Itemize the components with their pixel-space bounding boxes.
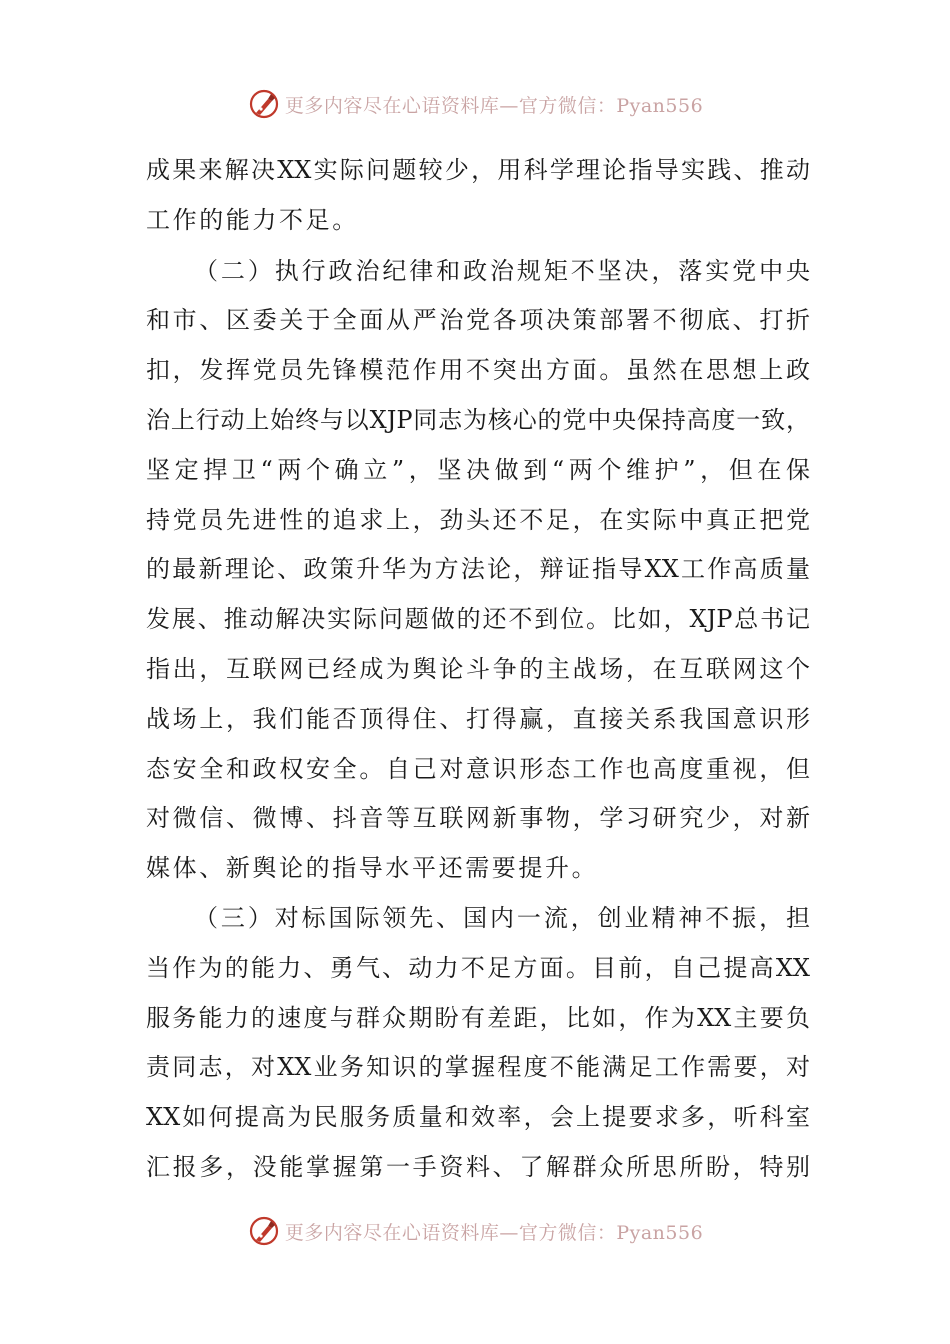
text-line: 成果来解决XX实际问题较少，用科学理论指导实践、推动 — [146, 156, 810, 184]
text-line: 汇报多，没能掌握第一手资料、了解群众所思所盼，特别 — [146, 1152, 810, 1181]
text-line: 媒体、新舆论的指导水平还需要提升。 — [146, 854, 599, 883]
text-line: 持党员先进性的追求上，劲头还不足，在实际中真正把党 — [146, 505, 810, 534]
text-line: 工作的能力不足。 — [146, 205, 359, 234]
text-line: 战场上，我们能否顶得住、打得赢，直接关系我国意识形 — [146, 704, 810, 733]
section-heading-2: （二）执行政治纪律和政治规矩不坚决，落实党中央 — [194, 256, 810, 285]
text-line: 发展、推动解决实际问题做的还不到位。比如，XJP总书记 — [146, 605, 810, 634]
header-watermark-banner — [0, 84, 950, 124]
text-line: 对微信、微博、抖音等互联网新事物，学习研究少，对新 — [146, 804, 810, 833]
footer-watermark-text: 更多内容尽在心语资料库—官方微信：Pyan556 — [284, 1221, 704, 1244]
text-line: 责同志，对XX业务知识的掌握程度不能满足工作需要，对 — [146, 1053, 810, 1082]
text-line: 扣，发挥党员先锋模范作用不突出方面。虽然在思想上政 — [146, 356, 810, 385]
text-line: 治上行动上始终与以XJP同志为核心的党中央保持高度一致， — [146, 405, 810, 434]
section-heading-3: （三）对标国际领先、国内一流，创业精神不振，担 — [194, 903, 810, 932]
text-line: 坚定捍卫“两个确立”，坚决做到“两个维护”，但在保 — [146, 455, 810, 484]
pen-nib-logo-icon — [247, 1214, 281, 1248]
text-line: 和市、区委关于全面从严治党各项决策部署不彻底、打折 — [146, 306, 810, 335]
text-line: 当作为的能力、勇气、动力不足方面。目前，自己提高XX — [146, 953, 810, 982]
text-line: 服务能力的速度与群众期盼有差距，比如，作为XX主要负 — [146, 1003, 810, 1032]
text-line: 态安全和政权安全。自己对意识形态工作也高度重视，但 — [146, 754, 810, 783]
text-line: 的最新理论、政策升华为方法论，辩证指导XX工作高质量 — [146, 555, 810, 584]
header-watermark-text: 更多内容尽在心语资料库—官方微信：Pyan556 — [284, 94, 704, 117]
text-line: XX如何提高为民服务质量和效率，会上提要求多，听科室 — [146, 1103, 810, 1132]
pen-nib-logo-icon — [247, 87, 281, 121]
footer-watermark-banner — [0, 1211, 950, 1251]
document-body — [146, 146, 810, 1193]
text-line: 指出，互联网已经成为舆论斗争的主战场，在互联网这个 — [146, 654, 810, 683]
